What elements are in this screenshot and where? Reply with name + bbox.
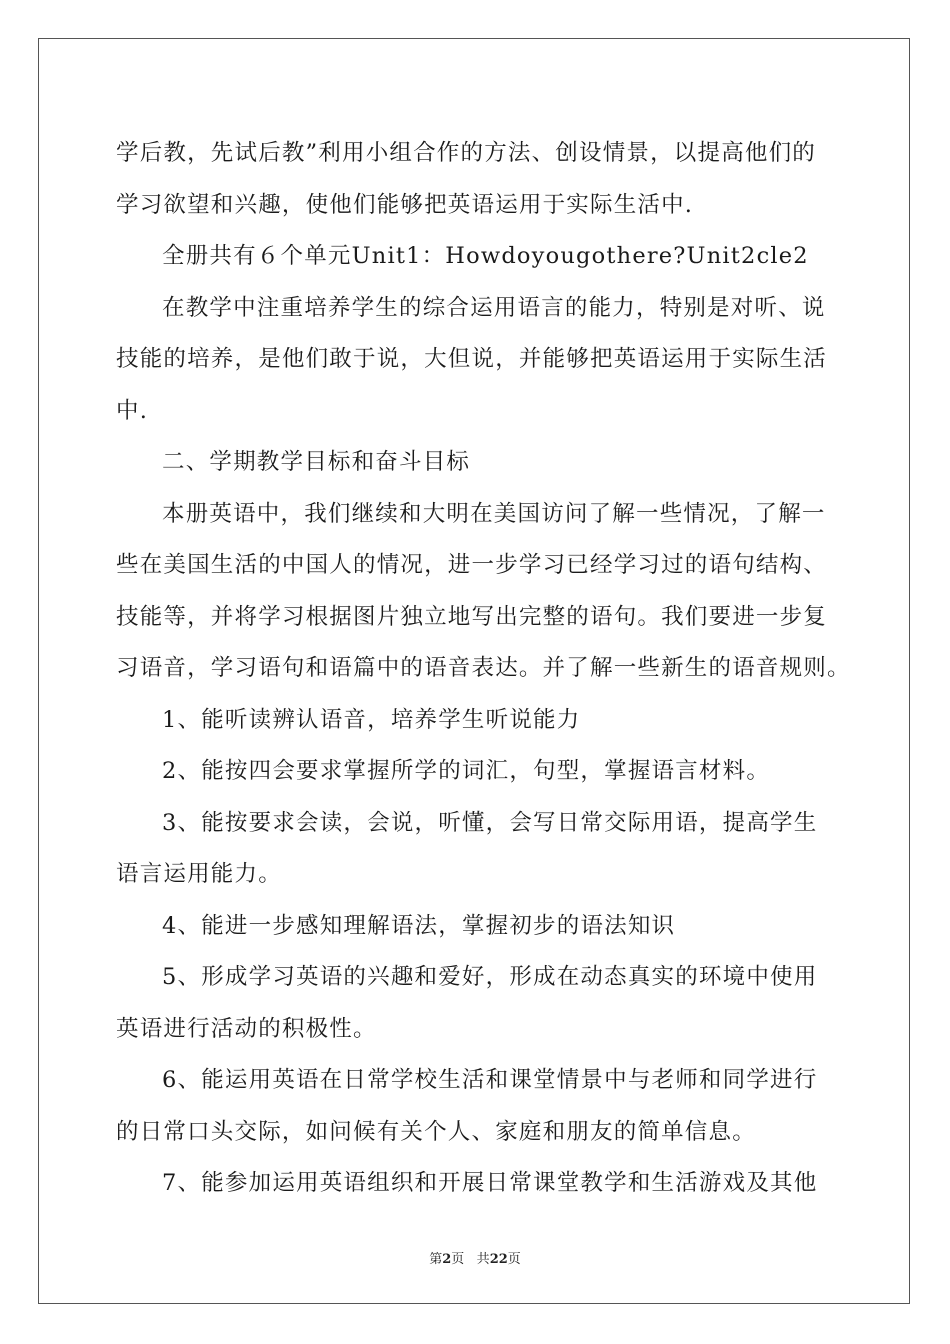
list-item: 4、能进一步感知理解语法，掌握初步的语法知识 [162,912,676,939]
text-line: 些在美国生活的中国人的情况，进一步学习已经学习过的语句结构、 [116,552,828,578]
list-item: 5、形成学习英语的兴趣和爱好，形成在动态真实的环境中使用 [162,964,818,990]
text-line: 学后教，先试后教”利用小组合作的方法、创设情景，以提高他们的 [116,140,817,166]
total-suffix: 页 [507,1252,521,1267]
page-number: 2 [442,1252,452,1267]
text-line: 英语进行活动的积极性。 [116,1015,377,1042]
list-item: 2、能按四会要求掌握所学的词汇，句型，掌握语言材料。 [162,758,771,784]
text-line: 习语音，学习语句和语篇中的语音表达。并了解一些新生的语音规则。 [116,655,851,681]
text-line: 中. [116,397,149,424]
text-line: 的日常口头交际，如问候有关个人、家庭和朋友的简单信息。 [116,1118,756,1145]
text-line: 全册共有６个单元Unit1：Howdoyougothere?Unit2cle2 [162,243,809,269]
list-item: 6、能运用英语在日常学校生活和课堂情景中与老师和同学进行 [162,1067,818,1093]
text-line: 学习欲望和兴趣，使他们能够把英语运用于实际生活中. [116,191,694,218]
list-item: 7、能参加运用英语组织和开展日常课堂教学和生活游戏及其他 [162,1170,818,1196]
text-line: 在教学中注重培养学生的综合运用语言的能力，特别是对听、说 [162,294,826,321]
document-body [116,128,851,1210]
list-item: 3、能按要求会读，会说，听懂，会写日常交际用语，提高学生 [162,809,818,836]
total-prefix: 共 [476,1252,490,1267]
text-line: 本册英语中，我们继续和大明在美国访问了解一些情况，了解一 [162,500,826,527]
page-prefix: 第 [429,1252,443,1267]
total-pages: 22 [489,1252,508,1267]
section-heading: 二、学期教学目标和奋斗目标 [162,449,471,475]
text-line: 语言运用能力。 [116,861,282,887]
list-item: 1、能听读辨认语音，培养学生听说能力 [162,706,581,733]
text-line: 技能的培养，是他们敢于说，大但说，并能够把英语运用于实际生活 [116,346,828,372]
text-line: 技能等，并将学习根据图片独立地写出完整的语句。我们要进一步复 [116,603,828,630]
page-suffix: 页 [451,1252,465,1267]
page-footer [0,1248,950,1267]
